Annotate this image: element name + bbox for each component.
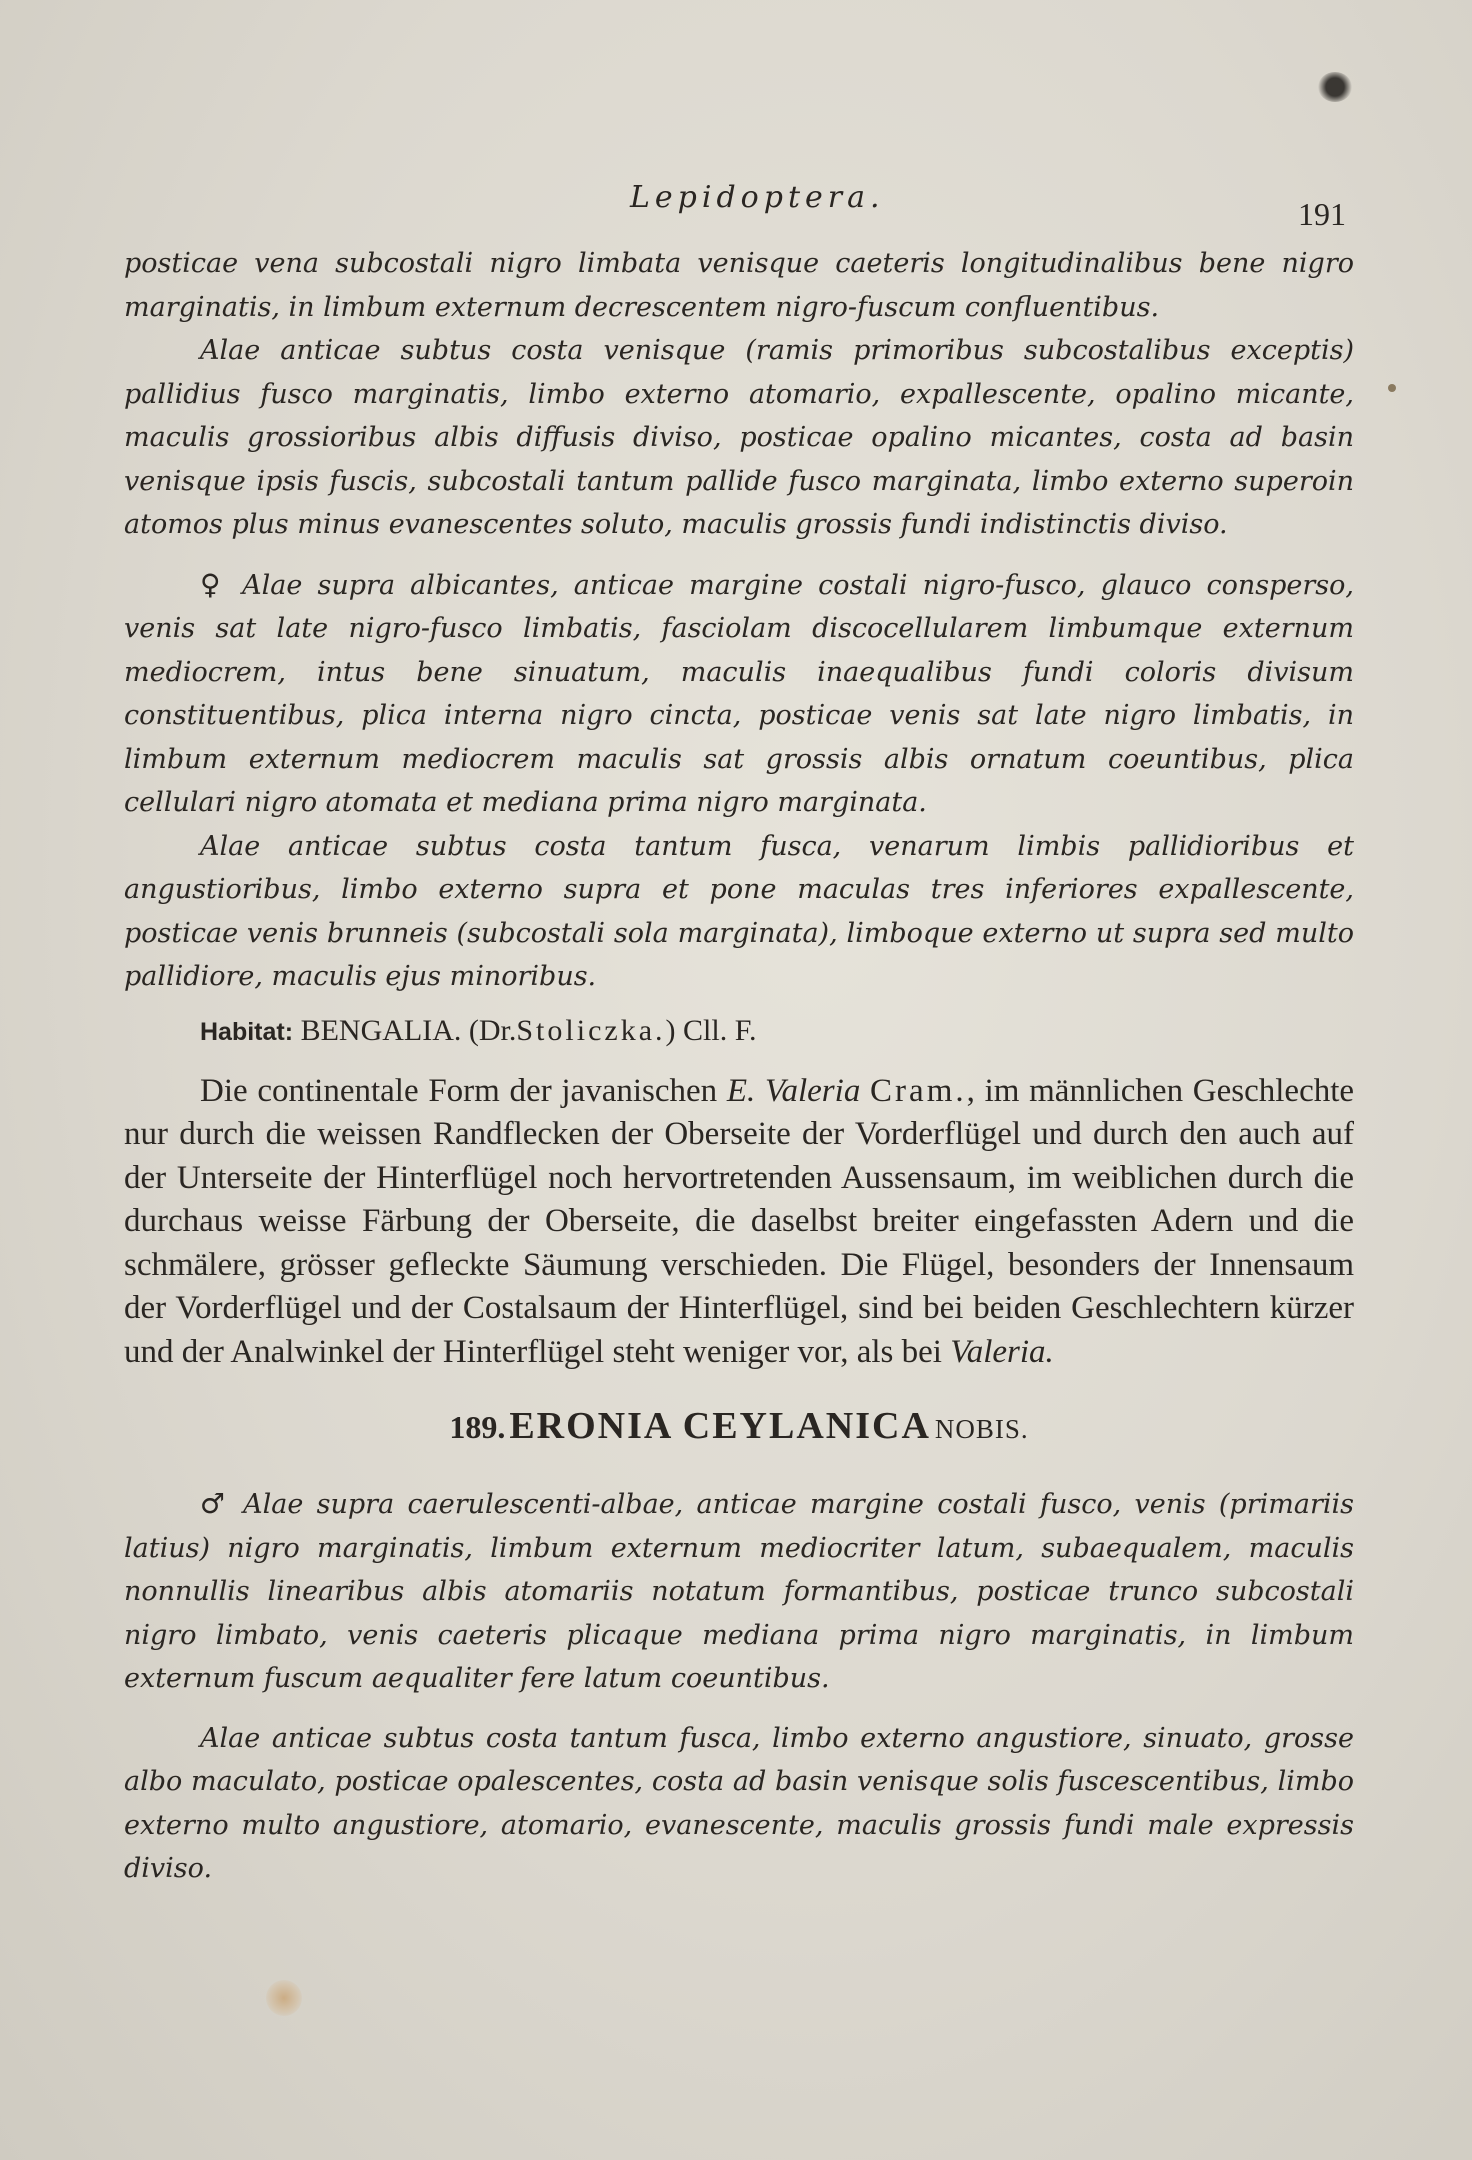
species-heading	[124, 1402, 1354, 1458]
habitat-collector-open: (Dr.	[468, 1013, 517, 1047]
page-number: 191	[1298, 196, 1346, 232]
species-number: 189.	[449, 1409, 506, 1445]
latin-paragraph-underside-female: Alae anticae subtus costa tantum fusca, venarum limbis pallidioribus et angustioribus, limbo externo supra et pone maculas tres inferiores expallescente, posticae venis brunneis (subcostali sola marginata), limboque externo ut supra sed multo pallidiore, maculis ejus minoribus.	[124, 830, 1354, 992]
page-body	[124, 242, 1354, 1891]
habitat-label: Habitat:	[200, 1017, 294, 1046]
habitat-line	[124, 1009, 1354, 1054]
running-title: Lepidoptera.	[630, 180, 885, 215]
species-authority: Cram.	[870, 1072, 967, 1109]
female-description: Alae supra albicantes, anticae margine costali nigro-fusco, glauco conspersο, venis sat late nigro-fusco limbatis, fasciolam discocellularem limbumque externum mediocrem, intus bene sinuatum, maculis inaequalibus fundi coloris divisum constituentibus, plica interna nigro cincta, posticae venis sat late nigro limbatis, in limbum externum mediocrem maculis sat grossis albis ornatum coeuntibus, plica cellulari nigro atomata et mediana prima nigro marginata.	[124, 569, 1354, 818]
ink-blot	[1318, 72, 1352, 102]
latin-paragraph-underside-male: Alae anticae subtus costa venisque (ramis primoribus subcostalibus exceptis) pallidius fusco marginatis, limbo externo atomario, expallescente, opalino micante, maculis grossioribus albis diffusis diviso, posticae opalino micantes, costa ad basin venisque ipsis fuscis, subcostali tantum pallide fusco marginata, limbo externo superoin atomos plus minus evanescentes soluto, maculis grossis fundi indistinctis diviso.	[124, 335, 1354, 540]
german-paragraph	[124, 1070, 1354, 1375]
habitat-collector: Stoliczka.	[516, 1013, 666, 1047]
habitat-locality: BENGALIA.	[300, 1013, 462, 1047]
habitat-collection: Cll. F.	[683, 1013, 757, 1047]
german-text-2: , im männlichen Geschlechte nur durch die weissen Randflecken der Oberseite der Vorderflügel und durch den auch auf der Unterseite der Hinterflügel noch hervortretenden Aussensaum, im weiblichen durch die durchaus weisse Färbung der Oberseite, die daselbst breiter eingefassten Adern und die schmälere, grösser gefleckte Säumung verschieden. Die Flügel, besonders der Innensaum der Vorderflügel und der Costalsaum der Hinterflügel, sind bei beiden Geschlechtern kürzer und der Analwinkel der Hinterflügel steht weniger vor, als bei	[124, 1072, 1355, 1370]
latin-paragraph-female	[124, 563, 1354, 825]
species-reference: E. Valeria	[726, 1072, 861, 1109]
species-author: NOBIS.	[934, 1414, 1029, 1444]
foxing-stain	[266, 1980, 302, 2016]
male-description: Alae supra caerulescenti-albae, anticae margine costali fusco, venis (primariis latius) nigro marginatis, limbum externum mediocriter latum, subaequalem, maculis nonnullis linearibus albis atomariis notatum formantibus, posticae trunco subcostali nigro limbato, venis caeteris plicaque mediana prima nigro marginatis, in limbum externum fuscum aequaliter fere latum coeuntibus.	[124, 1489, 1354, 1694]
latin-paragraph-continuation: posticae vena subcostali nigro limbata venisque caeteris longitudinalibus bene nigro marginatis, in limbum externum decrescentem nigro-fuscum confluentibus.	[124, 248, 1354, 323]
species-name: ERONIA CEYLANICA	[509, 1405, 931, 1447]
habitat-collector-close: )	[665, 1013, 676, 1047]
german-text-1: Die continentale Form der javanischen	[200, 1072, 718, 1109]
female-symbol-icon: ♀	[200, 567, 228, 601]
male-symbol-icon: ♂	[200, 1487, 230, 1520]
paper-speck	[1388, 384, 1396, 392]
latin-paragraph-underside: Alae anticae subtus costa tantum fusca, limbo externo angustiore, sinuato, grosse albo maculato, posticae opalescentes, costa ad basin venisque solis fuscescentibus, limbo externo multo angustiore, atomario, evanescente, maculis grossis fundi male expressis diviso.	[124, 1722, 1354, 1884]
species-reference-end: Valeria.	[950, 1333, 1054, 1370]
latin-paragraph-male	[124, 1482, 1354, 1701]
